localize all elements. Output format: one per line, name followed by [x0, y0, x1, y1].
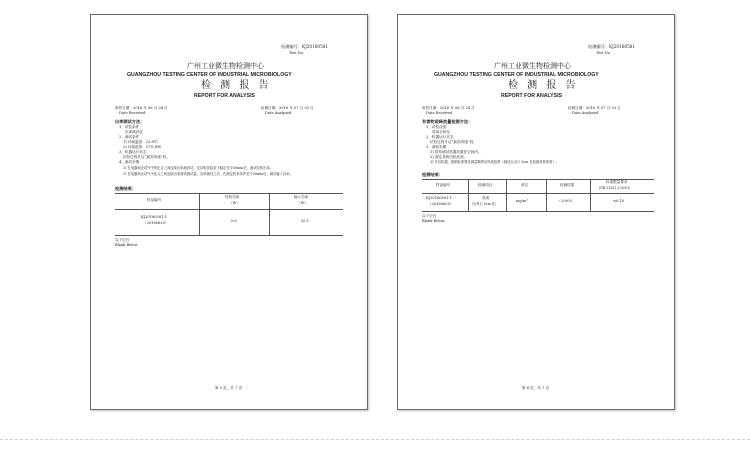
table-header: 样品编号 — [147, 198, 162, 202]
blank-below-en: Blank Below — [422, 219, 445, 223]
method-line: 试验过程开启“最高风速”档。 — [123, 155, 170, 159]
method-line: 1) 环境温度：23.8℃ — [123, 140, 158, 144]
test-no-label: Test No. — [289, 51, 305, 55]
sample-id: KJ20160581-1 — [141, 215, 167, 219]
date-received-cn: 收样日期：2016 年 06 月 24 日 — [422, 106, 475, 110]
report-number: 检测编号：KJ20160581 — [588, 44, 636, 49]
method-line: 3) 开启机器，根据标准要求测量吸附出风流范围（测试点出口 5cm 处检测臭氧浓度）。 — [430, 160, 559, 164]
method-line: 1、试验条件 — [119, 125, 140, 129]
report-title-cn: 检 测 报 告 — [201, 80, 272, 91]
results-section-title: 检测结果： — [422, 172, 443, 177]
test-item-note: （出风口 5cm 处） — [470, 202, 498, 206]
table-header-unit: （W） — [229, 201, 240, 205]
sample-date: （20160620） — [143, 221, 169, 225]
date-analyzed-en: Date Analyzed — [265, 111, 292, 115]
sample-date: （20160620） — [428, 202, 454, 206]
table-header: 标准限量要求 — [606, 180, 628, 184]
method-line: 1) 在电器和仓试气中的化合之间连续出率测试试，在存积试验条下稳定至少30min后，测试仪机出率。 — [123, 166, 274, 170]
org-name-cn: 广州工业微生物检测中心 — [494, 62, 571, 70]
report-page-5 — [90, 14, 368, 410]
method-line: 2) 测定其吸出机底部。 — [430, 155, 468, 159]
blank-below-en: Blank Below — [115, 243, 138, 247]
method-section-title: 有害物质释放量检测方法： — [422, 119, 473, 124]
method-line: 1、试验设备 — [426, 125, 447, 129]
method-line: 出率测试仪 — [125, 130, 143, 134]
org-name-cn: 广州工业微生物检测中心 — [187, 62, 264, 70]
result-value: ＜0.003 — [558, 199, 572, 203]
org-name-en: GUANGZHOU TESTING CENTER OF INDUSTRIAL MICROBIOLOGY — [127, 72, 292, 78]
method-line: 2) 环境湿度：57% RH — [123, 145, 161, 149]
method-section-title: 出率测试方法： — [115, 119, 145, 124]
org-name-en: GUANGZHOU TESTING CENTER OF INDUSTRIAL MICROBIOLOGY — [434, 72, 599, 78]
date-received-en: Date Received — [119, 111, 146, 115]
date-received-cn: 收样日期：2016 年 06 月 24 日 — [115, 106, 168, 110]
unit-value: mg/m³ — [516, 199, 528, 203]
method-line: 1) 将待测试机器放置在空间内。 — [430, 150, 482, 154]
bottom-divider — [0, 439, 750, 440]
standby-power-value: 0.6 — [231, 219, 237, 223]
method-line: 试验过程开启“最高风速”档。 — [430, 140, 477, 144]
report-number: 检测编号：KJ20160581 — [281, 44, 329, 49]
method-line: 2、测试条件 — [119, 135, 140, 139]
test-no-label: Test No. — [596, 51, 612, 55]
table-header: 检测结果 — [560, 183, 575, 187]
table-header: 输入功率 — [294, 195, 309, 199]
results-section-title: 检测结果： — [115, 186, 136, 191]
report-title-en: REPORT FOR ANALYSIS — [501, 93, 563, 99]
method-line: 臭氧分析仪 — [432, 130, 450, 134]
input-power-value: 35.1 — [301, 219, 310, 223]
sample-id: KJ20160581-1 — [426, 196, 452, 200]
page-footer: 第 5 页，共 7 页 — [215, 386, 243, 390]
method-line: 3、测试步骤 — [426, 145, 447, 149]
blank-below-cn: 以下空白 — [115, 238, 130, 242]
limit-value: ≤0.10 — [613, 199, 625, 203]
page-footer: 第 6 页，共 7 页 — [522, 386, 550, 390]
report-title-cn: 检 测 报 告 — [508, 80, 579, 91]
method-line: 2、机器运行状态 — [426, 135, 454, 139]
date-analyzed-en: Date Analyzed — [572, 111, 599, 115]
table-header: 样品编号 — [436, 183, 451, 187]
method-line: 2) 在电器和仓试气中化合之间连续出率测试测试量，出率测试之后，在测定机条条件至少30min后，测试输入出率。 — [123, 172, 293, 176]
table-header: 待机功率 — [225, 195, 240, 199]
table-header-unit: （W） — [297, 201, 308, 205]
test-item: 臭氧 — [482, 196, 490, 200]
method-line: 4、测试步骤 — [119, 160, 140, 164]
report-title-en: REPORT FOR ANALYSIS — [194, 93, 256, 99]
table-header: 检测项目 — [478, 183, 493, 187]
table-header-standard: (GB 21551.3-2010) — [599, 186, 630, 190]
date-analyzed-cn: 检测日期：2016 年 07 月 03 日 — [261, 106, 314, 110]
date-received-en: Date Received — [426, 111, 453, 115]
date-analyzed-cn: 检测日期：2016 年 07 月 03 日 — [568, 106, 621, 110]
report-page-6 — [397, 14, 675, 410]
blank-below-cn: 以下空白 — [422, 214, 437, 218]
method-line: 3、机器运行状态 — [119, 150, 147, 154]
table-header: 单位 — [521, 183, 529, 187]
